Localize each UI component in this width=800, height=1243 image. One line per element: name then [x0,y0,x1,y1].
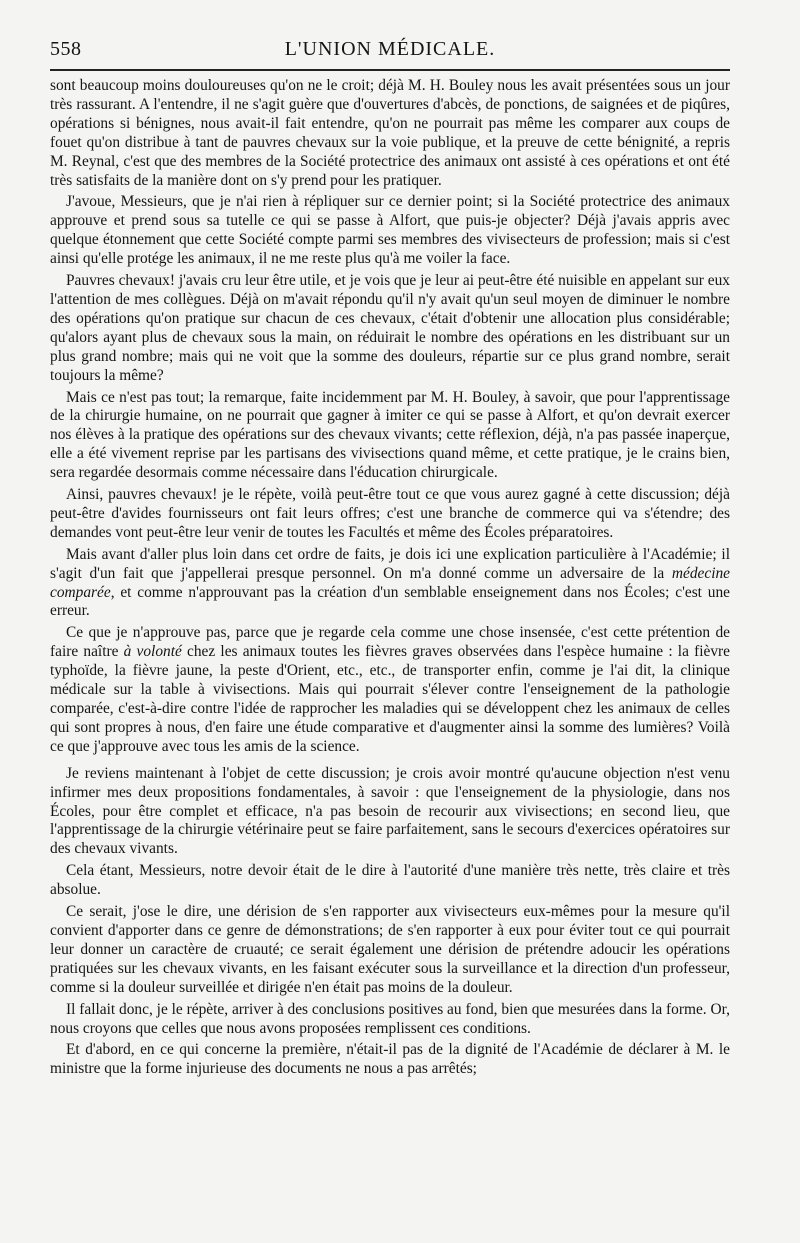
article-body [50,77,730,1079]
paragraph-3: Pauvres chevaux! j'avais cru leur être utile, et je vois que je leur ai peut-être été nuisible en appelant sur eux l'attention de mes collègues. Déjà on m'avait répondu qu'il n'y avait qu'un seul moyen de diminuer le nombre des opérations qu'on pratique sur chacun de ces chevaux, c'était d'obtenir une allocation plus considérable; qu'alors ayant plus de chevaux sous la main, on réduirait le nombre des opérations en les distribuant sur un plus grand nombre; mais qui ne voit que la somme des douleurs, répartie sur ce plus grand nombre, serait toujours la même? [50,272,730,384]
paragraph-10: Ce serait, j'ose le dire, une dérision de s'en rapporter aux vivisecteurs eux-mêmes pour la mesure qu'il convient d'apporter dans ce genre de démonstrations; de s'en rapporter à eux pour éviter tout ce qui pourrait leur donner un caractère de cruauté; ce serait également une dérision de prétendre adoucir les opérations pratiquées sur les chevaux vivants, en les faisant exécuter sous la surveillance et la direction d'un professeur, comme si la douleur surveillée et dirigée n'en était pas moins de la douleur. [50,903,730,996]
paragraph-2: J'avoue, Messieurs, que je n'ai rien à répliquer sur ce dernier point; si la Société protectrice des animaux approuve et prend sous sa tutelle ce qui se passe à Alfort, que puis-je objecter? Déjà j'avais appris avec quelque étonnement que cette Société compte parmi ses membres des vivisecteurs de profession; mais si c'est ainsi qu'elle protége les animaux, il ne me reste plus qu'à me voiler la face. [50,193,730,268]
paragraph-7-italic: à volonté [123,643,182,661]
paragraph-12: Et d'abord, en ce qui concerne la première, n'était-il pas de la dignité de l'Académie de déclarer à M. le ministre que la forme injurieuse des documents ne nous a pas arrêtés; [50,1041,730,1078]
paragraph-6-tail: , et comme n'approuvant pas la création d'un semblable enseignement dans nos Écoles; c'est une erreur. [50,583,730,620]
paragraph-9: Cela étant, Messieurs, notre devoir était de le dire à l'autorité d'une manière très nette, très claire et très absolue. [50,862,730,899]
running-head [50,38,730,69]
journal-page [50,38,730,1082]
paragraph-6-italic: médecine comparée [50,564,730,601]
paragraph-8: Je reviens maintenant à l'objet de cette discussion; je crois avoir montré qu'aucune objection n'est venu infirmer mes deux propositions fondamentales, à savoir : que l'enseignement de la physiologie, dans nos Écoles, pour être complet et efficace, n'a pas besoin de recourir aux vivisections; en second lieu, que l'apprentissage de la chirurgie vétérinaire peut se faire parfaitement, sans le secours d'exercices opératoires sur des chevaux vivants. [50,764,730,858]
paragraph-7 [50,624,730,756]
paragraph-6 [50,546,730,622]
paragraph-7-text: Ce que je n'approuve pas, parce que je regarde cela comme une chose insensée, c'est cette prétention de faire naître [50,624,730,661]
paragraph-11: Il fallait donc, je le répète, arriver à des conclusions positives au fond, bien que mesurées dans la forme. Or, nous croyons que celles que nous avons proposées remplissent ces conditions. [50,1000,730,1037]
paragraph-6-text: Mais avant d'aller plus loin dans cet ordre de faits, je dois ici une explication particulière à l'Académie; il s'agit d'un fait que j'appellerai presque personnel. On m'a donné comme un adversaire de la [50,545,730,582]
paragraph-5: Ainsi, pauvres chevaux! je le répète, voilà peut-être tout ce que vous aurez gagné à cette discussion; déjà peut-être d'avides fournisseurs ont fait leurs offres; c'est une branche de commerce qui va s'étendre; des demandes vont peut-être leur venir de toutes les Facultés et même des Écoles préparatoires. [50,486,730,541]
paragraph-4: Mais ce n'est pas tout; la remarque, faite incidemment par M. H. Bouley, à savoir, que pour l'apprentissage de la chirurgie humaine, on ne pourrait que gagner à imiter ce qui se passe à Alfort, et qu'on devrait exercer nos élèves à la pratique des opérations sur des chevaux vivants; cette réflexion, déjà, n'a pas passée inaperçue, elle a été vivement reprise par les partisans des vivisections quand même, et cette pratique, je le crains bien, sera regardée desormais comme nécessaire dans l'éducation chirurgicale. [50,388,730,482]
header-rule [50,69,730,71]
paragraph-1: sont beaucoup moins douloureuses qu'on ne le croit; déjà M. H. Bouley nous les avait présentées sous un jour très rassurant. A l'entendre, il ne s'agit guère que d'ouvertures d'abcès, de ponctions, de saignées et de piqûres, opérations si bénignes, nous avait-il fait entendre, qu'on ne pourrait pas même les comparer aux coups de fouet qu'on distribue à tant de pauvres chevaux sur la voie publique, et la preuve de cette bénignité, a repris M. Reynal, c'est que des membres de la Société protectrice des animaux ont assisté à ces opérations et ont été très satisfaits de la manière dont on s'y prend pour les pratiquer. [50,77,730,189]
page-number: 558 [50,38,82,60]
paragraph-7-tail: chez les animaux toutes les fièvres graves observées dans l'espèce humaine : la fièvre typhoïde, la fièvre jaune, la peste d'Orient, etc., etc., de transporter enfin, comme je l'ai dit, la clinique médicale sur la table à vivisections. Mais qui pourrait s'élever contre l'enseignement de la pathologie comparée, c'est-à-dire contre l'idée de rapprocher les maladies qui se développent chez les animaux de celles qui sont propres à nous, d'en faire une étude comparative et d'augmenter ainsi la somme des lumières? Voilà ce que j'approuve avec tous les amis de la science. [50,643,730,755]
journal-title: L'UNION MÉDICALE. [284,38,496,60]
